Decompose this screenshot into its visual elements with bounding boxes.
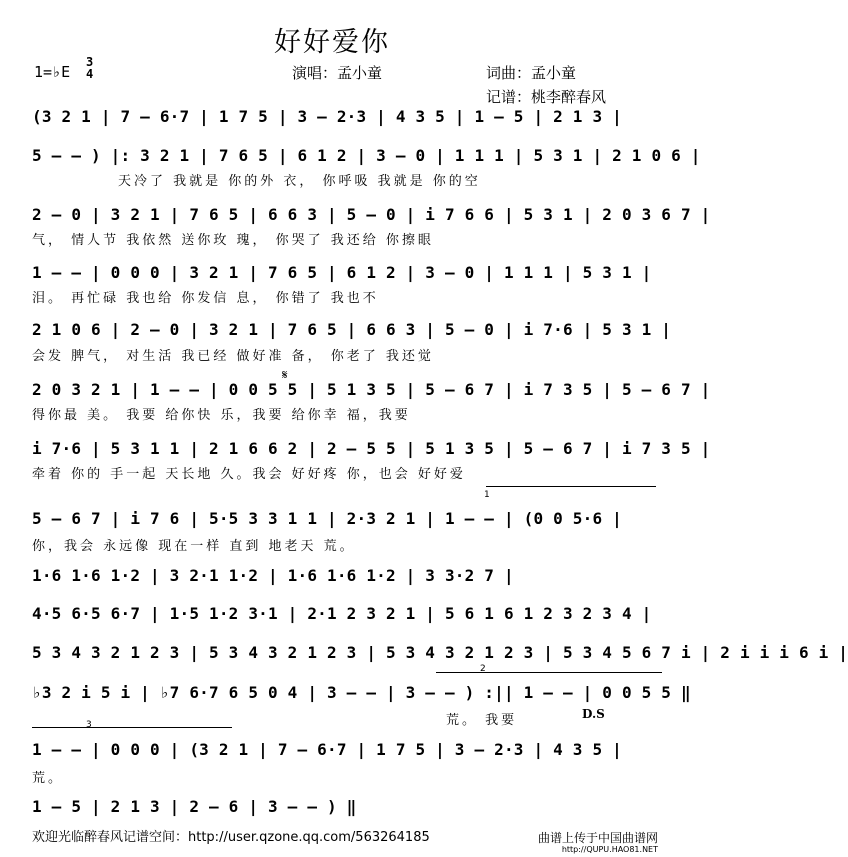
watermark-line-1: 曲谱上传于中国曲谱网	[537, 831, 658, 845]
volta-3-bracket	[32, 727, 232, 728]
lyrics-line-9: 荒。	[32, 771, 65, 786]
volta-3-number: 3	[86, 720, 92, 730]
lyricist-credit: 词曲：孟小童	[486, 64, 577, 82]
score-line-3: 2 – 0 | 3 2 1 | 7 6 5 | 6 6 3 | 5 – 0 | i 7 6 6 | 5 3 1 | 2 0 3 6 7 |	[32, 205, 711, 224]
dal-segno-mark: D.S	[582, 707, 605, 721]
lyrics-line-1: 天冷了 我就是 你的外 衣， 你呼吸 我就是 你的空	[118, 174, 481, 189]
volta-2-bracket	[436, 672, 662, 673]
score-line-13: 1 – – | 0 0 0 | (3 2 1 | 7 – 6·7 | 1 7 5 | 3 – 2·3 | 4 3 5 |	[32, 740, 622, 759]
lyrics-line-3: 泪。 再忙碌 我也给 你发信 息， 你错了 我也不	[32, 291, 379, 306]
time-signature-bottom: 4	[86, 67, 94, 81]
page-title: 好好爱你	[274, 27, 390, 58]
score-line-6: 2 0 3 2 1 | 1 – – | 0 0 5 5 | 5 1 3 5 | 5 – 6 7 | i 7 3 5 | 5 – 6 7 |	[32, 380, 711, 399]
volta-2-number: 2	[480, 664, 486, 674]
volta-1-number: 1	[484, 490, 490, 500]
footer-link-text: 欢迎光临醉春风记谱空间：http://user.qzone.qq.com/563264185	[32, 830, 430, 845]
lyrics-line-6: 牵着 你的 手一起 天长地 久。我会 好好疼 你，也会 好好爱	[32, 467, 466, 482]
lyrics-line-2: 气， 情人节 我依然 送你玫 瑰， 你哭了 我还给 你擦眼	[32, 233, 434, 248]
score-line-7: i 7·6 | 5 3 1 1 | 2 1 6 6 2 | 2 – 5 5 | 5 1 3 5 | 5 – 6 7 | i 7 3 5 |	[32, 439, 711, 458]
singer-credit: 演唱：孟小童	[292, 64, 383, 82]
score-line-11: 5 3 4 3 2 1 2 3 | 5 3 4 3 2 1 2 3 | 5 3 4 3 2 1 2 3 | 5 3 4 5 6 7 i | 2 i i i 6 i |	[32, 643, 848, 662]
transcriber-credit: 记谱：桃李醉春风	[486, 88, 607, 106]
site-watermark	[538, 833, 658, 855]
time-signature	[86, 56, 93, 80]
score-line-5: 2 1 0 6 | 2 – 0 | 3 2 1 | 7 6 5 | 6 6 3 | 5 – 0 | i 7·6 | 5 3 1 |	[32, 320, 672, 339]
score-line-1: (3 2 1 | 7 – 6·7 | 1 7 5 | 3 – 2·3 | 4 3 5 | 1 – 5 | 2 1 3 |	[32, 107, 622, 126]
watermark-line-2: http://QUPU.HAO81.NET	[561, 845, 658, 854]
score-line-12: ♭3 2 i 5 i | ♭7 6·7 6 5 0 4 | 3 – – | 3 – – ) :|| 1 – – | 0 0 5 5 ‖	[32, 683, 691, 702]
volta-1-bracket	[486, 486, 656, 487]
lyrics-line-5: 得你最 美。 我要 给你快 乐，我要 给你幸 福，我要	[32, 408, 411, 423]
score-line-9: 1·6 1·6 1·2 | 3 2·1 1·2 | 1·6 1·6 1·2 | 3 3·2 7 |	[32, 566, 514, 585]
segno-sign: 𝄋	[282, 368, 288, 383]
lyrics-line-8: 荒。 我要	[446, 713, 518, 728]
lyrics-line-4: 会发 脾气， 对生活 我已经 做好准 备， 你老了 我还觉	[32, 349, 434, 364]
key-signature: 1=♭E	[34, 63, 71, 81]
score-line-14: 1 – 5 | 2 1 3 | 2 – 6 | 3 – – ) ‖	[32, 797, 357, 816]
score-line-4: 1 – – | 0 0 0 | 3 2 1 | 7 6 5 | 6 1 2 | 3 – 0 | 1 1 1 | 5 3 1 |	[32, 263, 652, 282]
lyrics-line-7: 你，我会 永远像 现在一样 直到 地老天 荒。	[32, 539, 356, 554]
time-signature-top: 3	[86, 55, 94, 69]
score-line-8: 5 – 6 7 | i 7 6 | 5·5 3 3 1 1 | 2·3 2 1 | 1 – – | (0 0 5·6 |	[32, 509, 622, 528]
score-line-2: 5 – – ) |: 3 2 1 | 7 6 5 | 6 1 2 | 3 – 0 | 1 1 1 | 5 3 1 | 2 1 0 6 |	[32, 146, 701, 165]
score-line-10: 4·5 6·5 6·7 | 1·5 1·2 3·1 | 2·1 2 3 2 1 | 5 6 1 6 1 2 3 2 3 4 |	[32, 604, 652, 623]
